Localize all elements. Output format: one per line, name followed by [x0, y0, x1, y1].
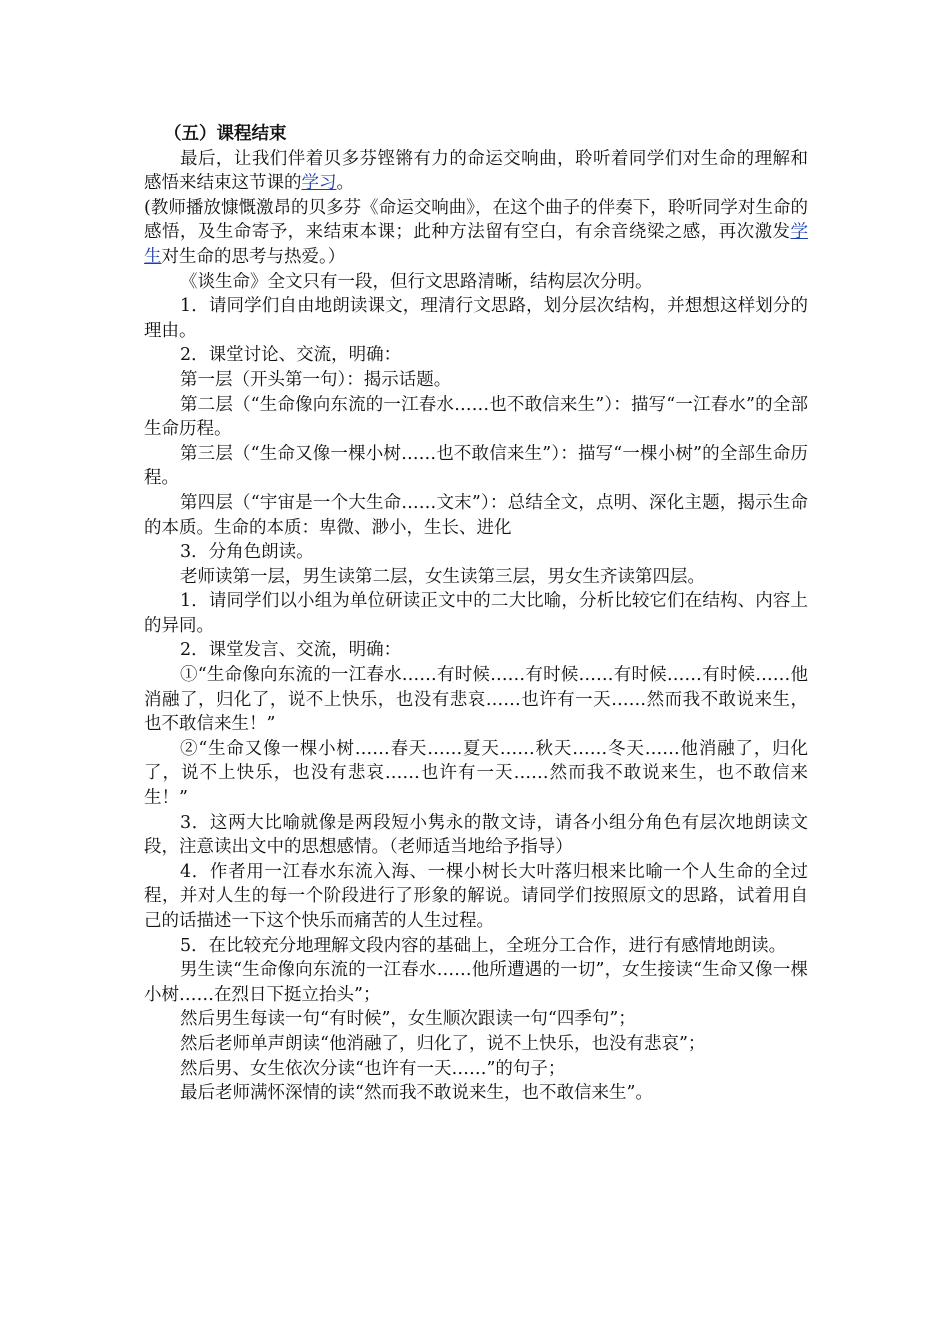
paragraph: 第一层（开头第一句）：揭示话题。 [180, 369, 452, 390]
paragraph: 3．这两大比喻就像是两段短小隽永的散文诗，请各小组分角色有层次地朗读文段，注意读出文中的思想感情。（老师适当地给予指导） [144, 812, 808, 858]
paragraph: 2．课堂发言、交流，明确： [180, 640, 402, 661]
section-heading: （五）课程结束 [164, 124, 287, 144]
paragraph: 第二层（“生命像向东流的一江春水……也不敢信来生”）：描写“一江春水”的全部生命历程。 [144, 394, 808, 440]
paragraph: 1．请同学们以小组为单位研读正文中的二大比喻，分析比较它们在结构、内容上的异同。 [144, 591, 808, 636]
paragraph-intro [144, 147, 808, 196]
paragraph: 3．分角色朗读。 [180, 542, 314, 563]
text: 对生命的思考与热爱。） [161, 246, 346, 267]
paragraph: 第三层（“生命又像一棵小树……也不敢信来生”）：描写“一棵小树”的全部生命历程。 [144, 443, 808, 489]
paragraph: 5．在比较充分地理解文段内容的基础上，全班分工合作，进行有感情地朗读。 [180, 935, 787, 956]
paragraph: 老师读第一层，男生读第二层，女生读第三层，男女生齐读第四层。 [180, 566, 705, 587]
paragraph: 1．请同学们自由地朗读课文，理清行文思路，划分层次结构，并想想这样划分的理由。 [144, 296, 808, 341]
link-study[interactable]: 学习 [301, 173, 337, 194]
paragraph: 然后男、女生依次分读“也许有一天……”的句子； [180, 1058, 566, 1079]
paragraph: 然后男生每读一句“有时候”，女生顺次跟读一句“四季句”； [180, 1009, 636, 1030]
paragraph: 然后老师单声朗读“他消融了，归化了，说不上快乐，也没有悲哀”； [180, 1033, 706, 1054]
paragraph: 第四层（“宇宙是一个大生命……文末”）：总结全文，点明、深化主题，揭示生命的本质。生命的本质：卑微、渺小，生长、进化 [144, 492, 808, 538]
document-page [144, 122, 808, 1106]
paragraph: 2．课堂讨论、交流，明确： [180, 345, 402, 366]
paragraph: 《谈生命》全文只有一段，但行文思路清晰，结构层次分明。 [180, 271, 653, 292]
paragraph: 4．作者用一江春水东流入海、一棵小树长大叶落归根来比喻一个人生命的全过程，并对人生的每一个阶段进行了形象的解说。请同学们按照原文的思路，试着用自己的话描述一下这个快乐而痛苦的人生过程。 [144, 861, 808, 931]
link-student[interactable]: 学生 [144, 222, 808, 267]
paragraph-teacher-note [144, 196, 808, 270]
paragraph: 最后老师满怀深情的读“然而我不敢说来生，也不敢信来生”。 [180, 1083, 653, 1104]
text: 。 [336, 173, 354, 194]
paragraph: ①“生命像向东流的一江春水……有时候……有时候……有时候……有时候……他消融了，归化了，说不上快乐，也没有悲哀……也许有一天……然而我不敢说来生，也不敢信来生！” [144, 665, 808, 735]
paragraph: 男生读“生命像向东流的一江春水……他所遭遇的一切”，女生接读“生命又像一棵小树……在烈日下挺立抬头”； [144, 960, 808, 1005]
paragraph: ②“生命又像一棵小树……春天……夏天……秋天……冬天……他消融了，归化了，说不上快乐，也没有悲哀……也许有一天……然而我不敢说来生，也不敢信来生！” [144, 738, 808, 809]
text: 最后，让我们伴着贝多芬铿锵有力的命运交响曲，聆听着同学们对生命的理解和感悟来结束这节课的 [144, 148, 808, 194]
text: (教师播放慷慨激昂的贝多芬《命运交响曲》，在这个曲子的伴奏下，聆听同学对生命的感悟，及生命寄予，来结束本课；此种方法留有空白，有余音绕梁之感，再次激发 [144, 197, 808, 243]
